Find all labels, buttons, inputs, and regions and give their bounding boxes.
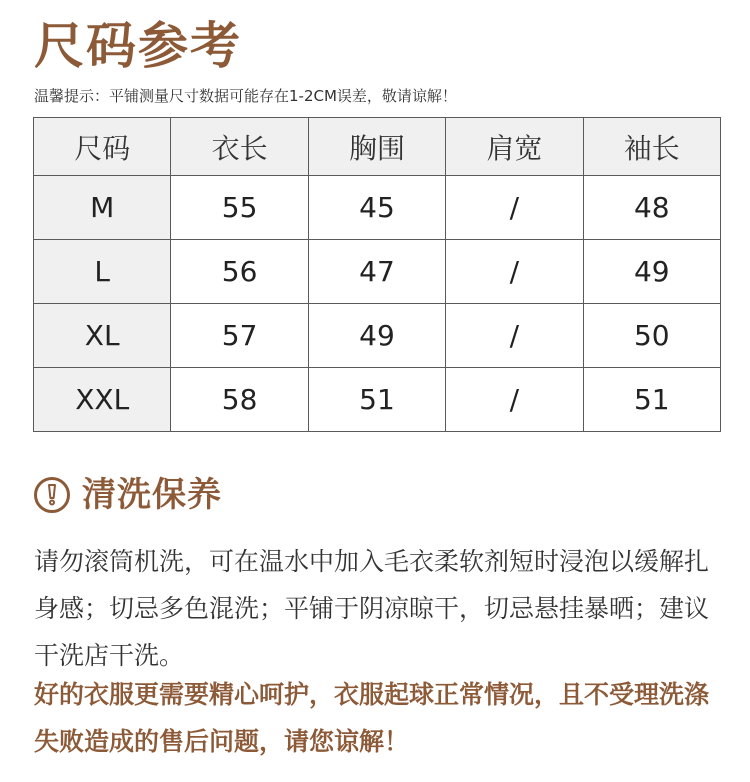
cell-size: XL bbox=[34, 304, 171, 368]
cell-sleeve: 49 bbox=[583, 240, 720, 304]
cell-length: 56 bbox=[171, 240, 308, 304]
cell-sleeve: 51 bbox=[583, 368, 720, 432]
header-shoulder: 肩宽 bbox=[446, 118, 583, 176]
cell-chest: 51 bbox=[308, 368, 445, 432]
table-row bbox=[34, 368, 721, 432]
cell-sleeve: 50 bbox=[583, 304, 720, 368]
cell-shoulder: / bbox=[446, 368, 583, 432]
cell-length: 58 bbox=[171, 368, 308, 432]
header-length: 衣长 bbox=[171, 118, 308, 176]
care-warning: 好的衣服更需要精心呵护，衣服起球正常情况，且不受理洗涤失败造成的售后问题，请您谅解！ bbox=[34, 680, 710, 756]
cell-shoulder: / bbox=[446, 176, 583, 240]
cell-size: XXL bbox=[34, 368, 171, 432]
cell-chest: 45 bbox=[308, 176, 445, 240]
table-row bbox=[34, 240, 721, 304]
header-sleeve: 袖长 bbox=[583, 118, 720, 176]
cell-shoulder: / bbox=[446, 304, 583, 368]
header-chest: 胸围 bbox=[308, 118, 445, 176]
measurement-tip: 温馨提示：平铺测量尺寸数据可能存在1-2CM误差，敬请谅解！ bbox=[34, 87, 457, 105]
care-title: 清洗保养 bbox=[82, 475, 222, 515]
table-row bbox=[34, 176, 721, 240]
header-size: 尺码 bbox=[34, 118, 171, 176]
cell-size: M bbox=[34, 176, 171, 240]
cell-chest: 49 bbox=[308, 304, 445, 368]
cell-chest: 47 bbox=[308, 240, 445, 304]
exclamation-circle-icon bbox=[34, 477, 70, 513]
cell-shoulder: / bbox=[446, 240, 583, 304]
cell-length: 57 bbox=[171, 304, 308, 368]
care-section-header bbox=[34, 475, 222, 515]
cell-length: 55 bbox=[171, 176, 308, 240]
size-table bbox=[33, 117, 721, 432]
cell-sleeve: 48 bbox=[583, 176, 720, 240]
table-row bbox=[34, 304, 721, 368]
table-header-row bbox=[34, 118, 721, 176]
care-instructions: 请勿滚筒机洗，可在温水中加入毛衣柔软剂短时浸泡以缓解扎身感；切忌多色混洗；平铺于阴凉晾干，切忌悬挂暴晒；建议干洗店干洗。 bbox=[34, 547, 710, 670]
page-title: 尺码参考 bbox=[34, 17, 242, 75]
cell-size: L bbox=[34, 240, 171, 304]
